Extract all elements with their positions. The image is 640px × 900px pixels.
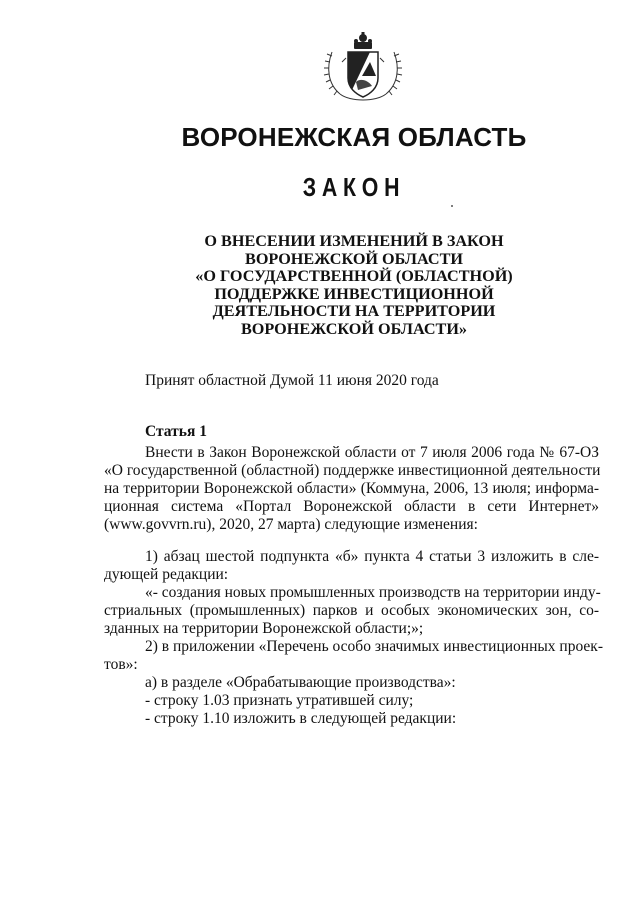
paragraph-line: «О государственной (областной) поддержке инвестиционной деятельности [104,462,601,479]
adoption-date-line: Принят областной Думой 11 июня 2020 года [145,372,439,389]
subject-line: ПОДДЕРЖКЕ ИНВЕСТИЦИОННОЙ [214,284,494,303]
paragraph-line: на территории Воронежской области» (Коммуна, 2006, 13 июля; информа- [104,480,599,497]
paragraph-line: - строку 1.10 изложить в следующей редакции: [145,710,457,727]
region-title: ВОРОНЕЖСКАЯ ОБЛАСТЬ [181,122,527,152]
paragraph-line: (www.govvrn.ru), 2020, 27 марта) следующие изменения: [104,516,478,533]
document-type-title: ЗАКОН [302,172,406,202]
paragraph-line: тов»: [104,656,138,673]
scan-speck [451,205,453,207]
paragraph-line: - строку 1.03 признать утратившей силу; [145,692,414,709]
article-intro-paragraph [104,444,599,534]
paragraph-line: а) в разделе «Обрабатывающие производства»: [145,674,456,691]
paragraph-line: «- создания новых промышленных производств на территории инду- [145,584,601,601]
paragraph-line: стриальных (промышленных) парков и особых экономических зон, со- [104,602,599,619]
paragraph-line: 2) в приложении «Перечень особо значимых инвестиционных проек- [145,638,603,655]
law-subject-heading [0,233,640,339]
article-heading: Статья 1 [145,423,207,440]
subject-line: ДЕЯТЕЛЬНОСТИ НА ТЕРРИТОРИИ [212,302,496,321]
paragraph-line: дующей редакции: [104,566,229,583]
paragraph-line: Внести в Закон Воронежской области от 7 июля 2006 года № 67-ОЗ [145,444,599,461]
paragraph-line: ционная система «Портал Воронежской области в сети Интернет» [104,498,599,515]
voronezh-coat-of-arms-icon [318,32,408,110]
subject-line: О ВНЕСЕНИИ ИЗМЕНЕНИЙ В ЗАКОН [204,232,504,250]
subject-line: «О ГОСУДАРСТВЕННОЙ (ОБЛАСТНОЙ) [195,267,513,286]
paragraph-line: 1) абзац шестой подпункта «б» пункта 4 статьи 3 изложить в сле- [145,548,599,565]
article-amendments-list [104,548,603,728]
subject-line: ВОРОНЕЖСКОЙ ОБЛАСТИ» [240,319,468,338]
subject-line: ВОРОНЕЖСКОЙ ОБЛАСТИ [245,249,463,268]
paragraph-line: зданных на территории Воронежской области;»; [104,620,424,637]
